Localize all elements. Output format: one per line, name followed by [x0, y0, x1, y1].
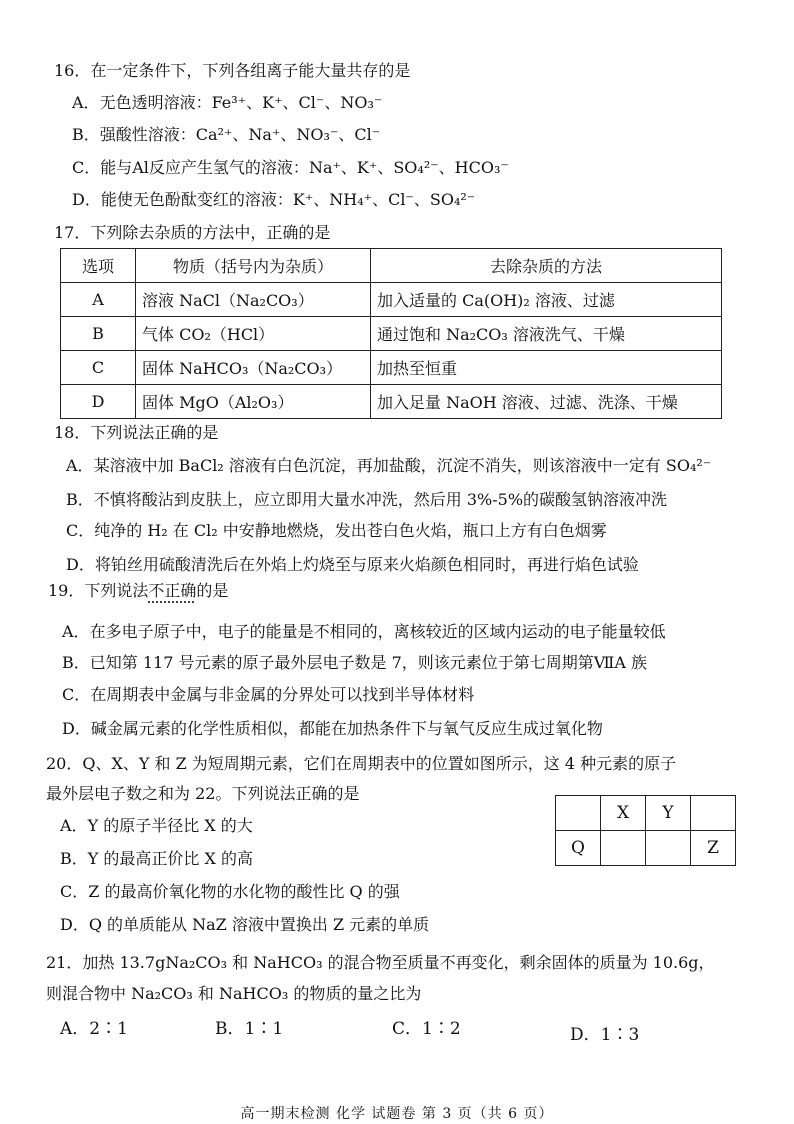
q18-stem: 18．下列说法正确的是 — [54, 423, 219, 442]
cell-option: C — [61, 351, 136, 385]
q19-stem — [48, 580, 228, 602]
page-footer: 高一期末检测 化学 试题卷 第 3 页（共 6 页） — [240, 1106, 554, 1122]
q21-option-d — [570, 1020, 639, 1045]
option-label: B． — [215, 1019, 245, 1039]
option-label: C． — [62, 685, 91, 704]
option-text: 已知第 117 号元素的原子最外层电子数是 7，则该元素位于第七周期第ⅦA 族 — [89, 653, 648, 672]
q20-option-b — [60, 848, 253, 870]
q21-stem-line2: 则混合物中 Na₂CO₃ 和 NaHCO₃ 的物质的量之比为 — [46, 984, 422, 1003]
option-prefix: 能使无色酚酞变红的溶液： — [100, 190, 293, 209]
q17-table — [60, 248, 722, 419]
option-label: A． — [62, 622, 90, 641]
option-text: 在周期表中金属与非金属的分界处可以找到半导体材料 — [90, 685, 475, 704]
option-text: 将铂丝用硫酸清洗后在外焰上灼烧至与原来火焰颜色相同时，再进行焰色试验 — [94, 555, 639, 574]
option-text: 1∶3 — [600, 1025, 640, 1045]
q20-option-a — [60, 815, 253, 837]
q16-option-b — [72, 124, 380, 146]
option-label: C． — [66, 521, 95, 540]
cell-option: A — [61, 283, 136, 317]
period-row — [556, 796, 736, 831]
option-label: D． — [72, 190, 101, 209]
option-ions: Na⁺、K⁺、SO₄²⁻、HCO₃⁻ — [308, 158, 509, 177]
cell-method: 通过饱和 Na₂CO₃ 溶液洗气、干燥 — [371, 317, 722, 351]
periodic-table-fragment — [555, 795, 736, 866]
q18-option-b — [66, 489, 667, 511]
cell-q: Q — [556, 831, 601, 866]
cell-empty — [601, 831, 646, 866]
option-text: Y 的最高正价比 X 的高 — [87, 849, 253, 868]
option-prefix: 强酸性溶液： — [99, 125, 196, 144]
stem-emphasis: 不正确 — [148, 581, 197, 600]
option-text: Y 的原子半径比 X 的大 — [87, 816, 253, 835]
cell-x: X — [601, 796, 646, 831]
q16-option-c — [72, 157, 509, 179]
q18-option-a — [66, 455, 711, 477]
option-text: 纯净的 H₂ 在 Cl₂ 中安静地燃烧，发出苍白色火焰，瓶口上方有白色烟雾 — [94, 521, 607, 540]
cell-z: Z — [691, 831, 736, 866]
q20-stem-line1: 20．Q、X、Y 和 Z 为短周期元素，它们在周期表中的位置如图所示，这 4 种元素的原子 — [46, 754, 677, 773]
cell-method: 加入适量的 Ca(OH)₂ 溶液、过滤 — [371, 283, 722, 317]
q21-option-b — [215, 1014, 283, 1039]
option-label: A． — [60, 1019, 90, 1039]
cell-substance: 固体 MgO（Al₂O₃） — [136, 385, 371, 419]
table-row — [61, 385, 722, 419]
option-text: 2∶1 — [89, 1019, 128, 1039]
q16-option-d — [72, 189, 475, 211]
stem-before: 19．下列说法 — [48, 581, 149, 600]
cell-option: D — [61, 385, 136, 419]
table-row — [61, 283, 722, 317]
option-label: D． — [570, 1025, 601, 1045]
option-label: D． — [62, 719, 91, 738]
table-header-row — [61, 249, 722, 283]
q21-option-a — [60, 1014, 128, 1039]
option-label: A． — [66, 456, 94, 475]
q20-option-d — [60, 914, 429, 936]
cell-empty — [691, 796, 736, 831]
option-text: 碱金属元素的化学性质相似，都能在加热条件下与氧气反应生成过氧化物 — [90, 719, 603, 738]
stem-after: 的是 — [196, 581, 229, 600]
cell-substance: 固体 NaHCO₃（Na₂CO₃） — [136, 351, 371, 385]
option-label: D． — [60, 915, 89, 934]
table-row — [61, 351, 722, 385]
option-label: D． — [66, 555, 95, 574]
cell-y: Y — [646, 796, 691, 831]
cell-substance: 气体 CO₂（HCl） — [136, 317, 371, 351]
option-text: 不慎将酸沾到皮肤上，应立即用大量水冲洗，然后用 3%-5%的碳酸氢钠溶液冲洗 — [93, 490, 668, 509]
option-label: C． — [60, 882, 89, 901]
option-label: B． — [62, 653, 90, 672]
q16-stem: 16．在一定条件下，下列各组离子能大量共存的是 — [54, 61, 411, 80]
option-label: A． — [60, 816, 88, 835]
option-ions: Ca²⁺、Na⁺、NO₃⁻、Cl⁻ — [195, 125, 381, 144]
q18-option-c — [66, 520, 607, 542]
header-option: 选项 — [61, 249, 136, 283]
cell-empty — [556, 796, 601, 831]
q21-stem-line1: 21．加热 13.7gNa₂CO₃ 和 NaHCO₃ 的混合物至质量不再变化，剩余固体的质量为 10.6g， — [46, 953, 715, 972]
q17-stem: 17．下列除去杂质的方法中，正确的是 — [54, 223, 331, 242]
header-method: 去除杂质的方法 — [371, 249, 722, 283]
option-label: B． — [60, 849, 88, 868]
q21-option-c — [392, 1014, 461, 1039]
q20-stem-line2: 最外层电子数之和为 22。下列说法正确的是 — [46, 784, 360, 803]
q19-option-d — [62, 718, 603, 740]
q19-option-c — [62, 684, 474, 706]
option-text: Q 的单质能从 NaZ 溶液中置换出 Z 元素的单质 — [88, 915, 430, 934]
option-text: 在多电子原子中，电子的能量是不相同的，离核较近的区域内运动的电子能量较低 — [89, 622, 666, 641]
option-prefix: 能与Al反应产生氢气的溶液： — [100, 158, 309, 177]
cell-option: B — [61, 317, 136, 351]
cell-method: 加热至恒重 — [371, 351, 722, 385]
option-label: B． — [72, 125, 100, 144]
option-prefix: 无色透明溶液： — [99, 93, 212, 112]
q19-option-a — [62, 621, 666, 643]
cell-method: 加入足量 NaOH 溶液、过滤、洗涤、干燥 — [371, 385, 722, 419]
table-row — [61, 317, 722, 351]
option-text: Z 的最高价氧化物的水化物的酸性比 Q 的强 — [88, 882, 400, 901]
option-text: 1∶1 — [244, 1019, 284, 1039]
cell-empty — [646, 831, 691, 866]
option-label: B． — [66, 490, 94, 509]
period-row — [556, 831, 736, 866]
option-text: 某溶液中加 BaCl₂ 溶液有白色沉淀，再加盐酸，沉淀不消失，则该溶液中一定有 SO₄²⁻ — [93, 456, 712, 475]
q16-option-a — [72, 92, 382, 114]
header-substance: 物质（括号内为杂质） — [136, 249, 371, 283]
option-label: C． — [392, 1019, 423, 1039]
cell-substance: 溶液 NaCl（Na₂CO₃） — [136, 283, 371, 317]
q20-option-c — [60, 881, 400, 903]
option-ions: K⁺、NH₄⁺、Cl⁻、SO₄²⁻ — [292, 190, 476, 209]
option-label: A． — [72, 93, 100, 112]
q19-option-b — [62, 652, 647, 674]
q18-option-d — [66, 554, 639, 576]
option-text: 1∶2 — [422, 1019, 461, 1039]
option-label: C． — [72, 158, 101, 177]
option-ions: Fe³⁺、K⁺、Cl⁻、NO₃⁻ — [211, 93, 383, 112]
